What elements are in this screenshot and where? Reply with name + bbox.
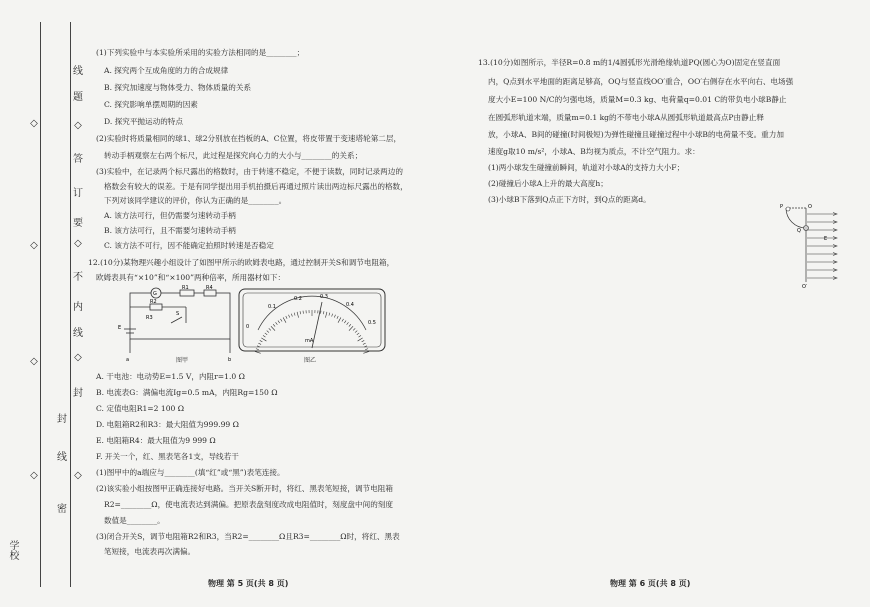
meter-tick (269, 328, 271, 330)
binding-char: 线 (73, 66, 83, 77)
text-line: E. 电阻箱R4：最大阻值为9 999 Ω (96, 436, 216, 445)
meter-tick (323, 311, 324, 314)
meter-tick (271, 326, 275, 330)
meter-tick (256, 349, 259, 350)
svg-text:G: G (153, 291, 157, 297)
binding-char: 要 (73, 218, 83, 229)
binding-char: 不 (73, 272, 83, 283)
meter-tick (260, 340, 263, 341)
text-line: 转动手柄观察左右两个标尺，此过程是探究向心力的大小与________的关系； (104, 151, 363, 160)
meter-tick (334, 315, 335, 318)
text-line: 数值是________。 (104, 516, 165, 525)
binding-line-inner (70, 22, 71, 587)
meter-tick (283, 317, 286, 322)
text-line: C. 该方法不可行，因不能确定拍照时转速是否稳定 (104, 241, 274, 250)
meter-tick (265, 333, 267, 335)
meter-tick-label: 0.1 (268, 304, 276, 310)
meter-tick (286, 316, 287, 319)
meter-tick (337, 316, 338, 319)
diamond-icon: ◇ (30, 240, 38, 251)
diamond-icon: ◇ (74, 238, 82, 249)
svg-text:b: b (228, 357, 232, 363)
binding-char: 封 (73, 388, 83, 399)
meter-tick (342, 319, 344, 322)
figure-caption: 图甲 (176, 357, 189, 364)
svg-text:E: E (118, 325, 122, 331)
text-line: (1)两小球发生碰撞前瞬间，轨道对小球A的支持力大小F； (488, 163, 685, 172)
meter-tick (261, 338, 266, 341)
text-line: (2)实验时将质量相同的球1、球2分别放在挡板的A、C位置，将皮带置于变速塔轮第二层， (96, 134, 402, 143)
meter-tick (355, 331, 357, 333)
text-line: D. 电阻箱R2和R3：最大阻值为999.99 Ω (96, 420, 239, 429)
meter-tick (267, 331, 269, 333)
text-line: 13.(10分)如图所示，半径R=0.8 m的1/4圆弧形光滑绝缘轨道PQ(圆心为O)固定在竖直面 (478, 58, 781, 67)
meter-tick-label: 0.3 (320, 294, 328, 300)
meter-face (238, 288, 386, 354)
svg-text:S: S (176, 311, 180, 317)
text-line: B. 该方法可行，且不需要匀速转动手柄 (104, 226, 236, 235)
text-line: B. 电流表G：满偏电流Ig=0.5 mA，内阻Rg=150 Ω (96, 388, 278, 397)
svg-text:R4: R4 (206, 285, 213, 291)
meter-tick (325, 312, 326, 318)
meter-tick (291, 314, 292, 317)
meter-tick-label: 0.5 (368, 320, 376, 326)
label-Q: Q (797, 228, 801, 234)
meter-tick (294, 313, 295, 316)
svg-text:R3: R3 (146, 315, 153, 321)
label-O: O (808, 204, 812, 210)
text-line: 欧姆表具有“×10”和“×100”两种倍率，所用器材如下： (96, 273, 286, 282)
meter-tick (273, 324, 275, 326)
meter-tick (344, 321, 346, 323)
text-line: (2)该实验小组按图甲正确连接好电路。当开关S断开时，将红、黑表笔短接，调节电阻箱 (96, 484, 393, 493)
svg-text:a: a (126, 357, 130, 363)
text-line: 在圆弧形轨道末端，质量m=0.1 kg的不带电小球A从圆弧形轨道最高点P由静止释 (488, 113, 764, 122)
text-line: (3)实验中，在记录两个标尺露出的格数时，由于转速不稳定，不便于读数，同时记录两边的 (96, 167, 403, 176)
meter-tick (255, 351, 261, 353)
text-line: F. 开关一个，红、黑表笔各1支，导线若干 (96, 452, 239, 461)
svg-text:R2: R2 (150, 299, 157, 305)
diamond-icon: ◇ (30, 356, 38, 367)
binding-char: 内 (73, 302, 83, 313)
meter-tick (357, 333, 359, 335)
right-page (478, 0, 858, 607)
meter-tick (289, 315, 290, 318)
text-line: 笔短接，电流表再次满偏。 (104, 547, 196, 556)
text-line: A. 干电池：电动势E=1.5 V，内阻r=1.0 Ω (96, 372, 245, 381)
circuit-diagram (116, 285, 246, 363)
text-line: 度大小E=100 N/C的匀强电场，质量M=0.3 kg、电荷量q=0.01 C的带负电小球B静止 (488, 95, 787, 104)
meter-tick (363, 351, 369, 353)
meter-tick-label: 0.4 (346, 302, 354, 308)
diamond-icon: ◇ (30, 118, 38, 129)
label-P: P (780, 204, 784, 210)
meter-tick (338, 317, 341, 322)
text-line: A. 该方法可行，但仍需要匀速转动手柄 (104, 211, 236, 220)
meter-tick (347, 322, 349, 324)
text-line: 速度g取10 m/s²，小球A、B均视为质点，不计空气阻力。求： (488, 147, 700, 156)
diamond-icon: ◇ (74, 352, 82, 363)
svg-text:R1: R1 (182, 285, 189, 291)
text-line: 放，小球A、B间的碰撞(时间极短)为弹性碰撞且碰撞过程中小球B的电荷量不变。重力加 (488, 130, 784, 139)
binding-strip (0, 0, 82, 607)
text-line: (3)闭合开关S，调节电阻箱R2和R3，当R2=________Ω且R3=________Ω时，将红、黑表 (96, 532, 400, 541)
meter-tick (363, 343, 366, 344)
binding-char: 订 (73, 188, 83, 199)
text-line: 内，Q点到水平地面的距离足够高，OQ与竖直线OO′重合，OO′右侧存在水平向右、电场强 (488, 77, 794, 86)
meter-tick (280, 319, 282, 322)
diamond-icon: ◇ (74, 120, 82, 131)
text-line: C. 探究影响单摆周期的因素 (104, 100, 198, 109)
binding-char: 密 (57, 504, 67, 515)
text-line: B. 探究加速度与物体受力、物体质量的关系 (104, 83, 252, 92)
meter-tick (329, 313, 330, 316)
text-line: (1)图甲中的a端应与________(填“红”或“黑”)表笔连接。 (96, 468, 285, 477)
meter-tick (276, 322, 278, 324)
binding-field-label: 学校 (7, 540, 18, 560)
left-page (86, 0, 456, 607)
meter-tick-label: 0.2 (294, 296, 302, 302)
text-line: (1)下列实验中与本实验所采用的实验方法相同的是________； (96, 48, 305, 57)
arc-track-diagram (780, 200, 840, 290)
binding-char: 线 (73, 328, 83, 339)
meter-tick (278, 321, 280, 323)
page-footer: 物理 第 5 页(共 8 页) (208, 579, 289, 588)
diamond-icon: ◇ (30, 470, 38, 481)
text-line: C. 定值电阻R1=2 100 Ω (96, 404, 185, 413)
meter-tick (263, 335, 265, 337)
binding-char: 题 (73, 92, 83, 103)
meter-tick (349, 324, 351, 326)
text-line: (2)碰撞后小球A上升的最大高度h； (488, 179, 608, 188)
label-E: E (824, 236, 828, 242)
meter-tick (359, 335, 361, 337)
meter-tick (349, 326, 353, 330)
text-line: A. 探究两个互成角度的力的合成规律 (104, 66, 229, 75)
meter-tick (300, 311, 301, 314)
text-line: 12.(10分)某物理兴趣小组设计了如图甲所示的欧姆表电路，通过控制开关S和调节电阻箱， (88, 258, 395, 267)
label-O-prime: O′ (802, 284, 808, 290)
text-line: D. 探究平抛运动的特点 (104, 117, 183, 126)
meter-tick (365, 349, 368, 350)
meter-tick (258, 343, 261, 344)
binding-char: 线 (57, 452, 67, 463)
diamond-icon: ◇ (74, 470, 82, 481)
meter-tick (358, 338, 363, 341)
figure-caption: 图乙 (304, 357, 317, 364)
text-line: R2=________Ω，使电流表达到满偏。把原表盘刻度改成电阻值时，刻度盘中间的刻度 (104, 500, 393, 509)
binding-char: 答 (73, 154, 83, 165)
meter-tick (353, 328, 355, 330)
meter-tick (332, 314, 333, 317)
text-line: 格数会有较大的误差。于是有同学提出用手机拍摄后再通过照片读出两边标尺露出的格数， (104, 182, 408, 191)
page-footer: 物理 第 6 页(共 8 页) (610, 579, 691, 588)
binding-line-outer (40, 22, 41, 587)
binding-char: 封 (57, 414, 67, 425)
meter-tick (362, 340, 365, 341)
text-line: (3)小球B下落到Q点正下方时，到Q点的距离d。 (488, 195, 651, 204)
text-line: 下列对该同学建议的评价，你认为正确的是________。 (104, 196, 287, 205)
meter-tick (297, 312, 298, 318)
meter-tick-label: 0 (246, 324, 250, 330)
meter-unit: mA (305, 338, 314, 344)
